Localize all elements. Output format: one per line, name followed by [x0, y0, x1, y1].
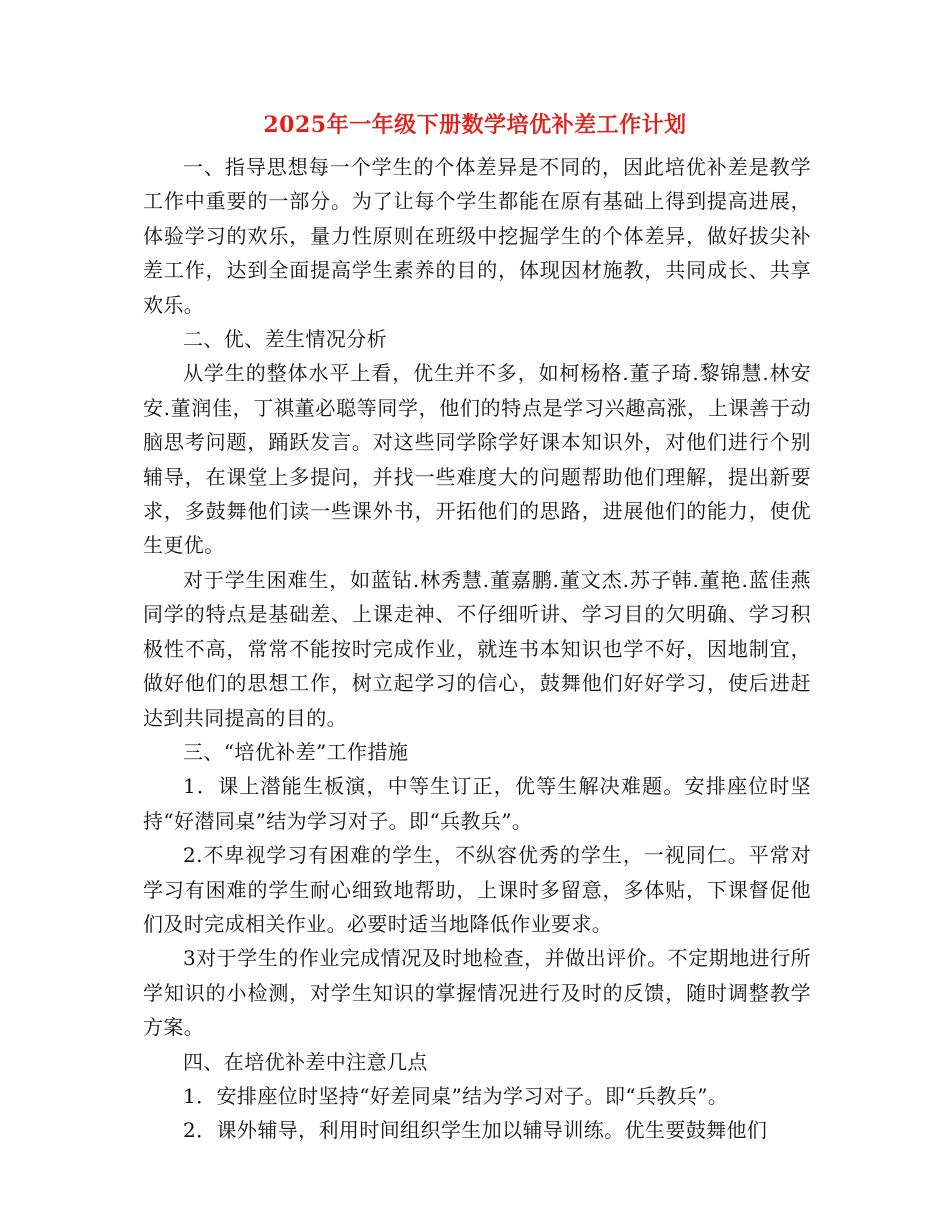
paragraph-struggling-students: 对于学生困难生，如蓝钻.林秀慧.董嘉鹏.董文杰.苏子韩.董艳.蓝佳燕同学的特点是基础差、上课走神、不仔细听讲、学习目的欠明确、学习积极性不高，常常不能按时完成作业，就连书本知识也学不好，因地制宜，做好他们的思想工作，树立起学习的信心，鼓舞他们好好学习，使后进赶达到共同提高的目的。: [143, 567, 811, 730]
paragraph-top-students: 从学生的整体水平上看，优生并不多，如柯杨格.董子琦.黎锦慧.林安安.董润佳，丁祺董必聪等同学，他们的特点是学习兴趣高涨，上课善于动脑思考问题，踊跃发言。对这些同学除学好课本知识外，对他们进行个别辅导，在课堂上多提问，并找一些难度大的问题帮助他们理解，提出新要求，多鼓舞他们读一些课外书，开拓他们的思路，进展他们的能力，使优生更优。: [143, 361, 811, 558]
note-item-1: 1．安排座位时坚持“好差同桌”结为学习对子。即“兵教兵”。: [183, 1083, 729, 1108]
document-body: [143, 150, 811, 1148]
section-heading-measures: 三、“培优补差”工作措施: [183, 739, 409, 764]
paragraph-guiding-ideology: 一、指导思想每一个学生的个体差异是不同的，因此培优补差是教学工作中重要的一部分。为了让每个学生都能在原有基础上得到提高进展，体验学习的欢乐，量力性原则在班级中挖掘学生的个体差异，做好拔尖补差工作，达到全面提高学生素养的目的，体现因材施教，共同成长、共享欢乐。: [143, 155, 811, 317]
measure-item-3: 3对于学生的作业完成情况及时地检查，并做出评价。不定期地进行所学知识的小检测，对学生知识的掌握情况进行及时的反馈，随时调整教学方案。: [143, 946, 811, 1040]
note-item-2: 2．课外辅导，利用时间组织学生加以辅导训练。优生要鼓舞他们: [183, 1118, 768, 1143]
section-heading-notes: 四、在培优补差中注意几点: [183, 1049, 428, 1074]
measure-item-2: 2.不卑视学习有困难的学生，不纵容优秀的学生，一视同仁。平常对学习有困难的学生耐心细致地帮助，上课时多留意，多体贴，下课督促他们及时完成相关作业。必要时适当地降低作业要求。: [143, 843, 811, 936]
section-heading-analysis: 二、优、差生情况分析: [183, 327, 387, 352]
measure-item-1: 1．课上潜能生板演，中等生订正，优等生解决难题。安排座位时坚持“好潜同桌”结为学习对子。即“兵教兵”。: [143, 774, 811, 833]
document-title: 2025年一年级下册数学培优补差工作计划: [263, 112, 687, 138]
